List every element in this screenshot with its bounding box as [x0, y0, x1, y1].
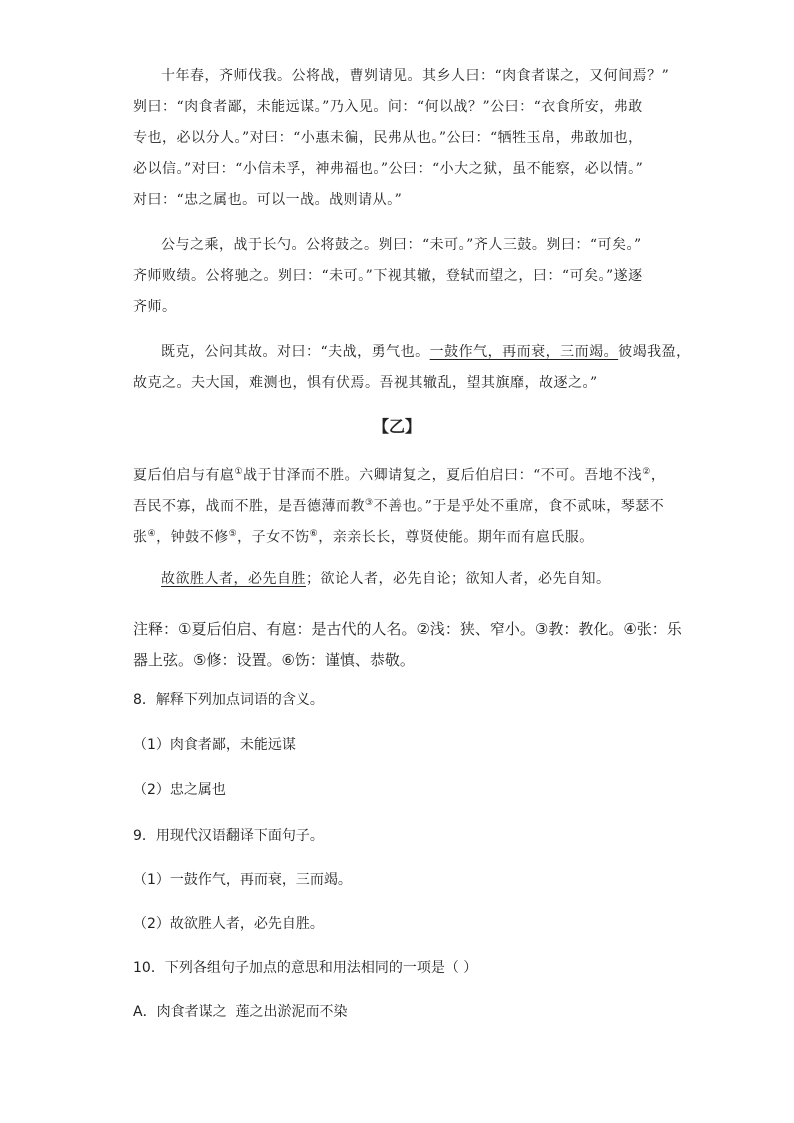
text-segment: 战于甘泽而不胜。六卿请复之，夏后伯启曰：“不可。吾地不浅 [243, 467, 643, 484]
footnote-marker: ⑤ [228, 529, 238, 539]
notes-line: 器上弦。⑤修：设置。⑥饬：谨慎、恭敬。 [133, 651, 415, 669]
question-10-option-a: A．肉食者谋之 莲之出淤泥而不染 [133, 1004, 348, 1020]
text-segment: ；欲论人者，必先自论；欲知人者，必先自知。 [306, 571, 611, 587]
text-line [133, 519, 673, 550]
footnote-marker: ⑥ [309, 529, 319, 539]
underlined-sentence: 故欲胜人者，必先自胜 [161, 571, 306, 587]
text-segment: 不善也。”于是乎处不重席，食不贰味，琴瑟不 [373, 498, 665, 515]
passage-yi-paragraph-2 [133, 564, 673, 595]
text-line: 齐师。 [133, 299, 177, 315]
footnote-marker: ④ [147, 529, 157, 539]
text-segment: ，子女不饬 [237, 529, 310, 546]
text-segment: ， [650, 467, 666, 484]
text-line: 必以信。”对曰：“小信未孚，神弗福也。”公曰：“小大之狱，虽不能察，必以情。” [133, 161, 644, 177]
question-9-item-1: （1）一鼓作气，再而衰，三而竭。 [133, 872, 352, 888]
passage-yi-paragraph-1 [133, 457, 673, 550]
question-8: 8．解释下列加点词语的含义。 [133, 692, 324, 708]
text-line: 故克之。夫大国，难测也，惧有伏焉。吾视其辙乱，望其旗靡，故逐之。” [133, 375, 598, 391]
text-line: 对曰：“忠之属也。可以一战。战则请从。” [133, 192, 403, 208]
text-segment: ，钟鼓不修 [156, 529, 229, 546]
annotation-notes [133, 614, 693, 676]
question-10: 10．下列各组句子加点的意思和用法相同的一项是（ ） [133, 960, 478, 976]
text-line: 刿曰：“肉食者鄙，未能远谋。”乃入见。问：“何以战？”公曰：“衣食所安，弗敢 [133, 99, 643, 115]
text-line [133, 488, 673, 519]
text-line: 齐师败绩。公将驰之。刿曰：“未可。”下视其辙，登轼而望之，曰：“可矣。”遂逐 [133, 268, 643, 284]
footnote-marker: ② [642, 467, 651, 477]
passage-jia-paragraph-2 [133, 230, 673, 323]
text-line [133, 337, 691, 368]
text-line: 专也，必以分人。”对曰：“小惠未徧，民弗从也。”公曰：“牺牲玉帛，弗敢加也， [133, 130, 643, 146]
footnote-marker: ③ [365, 498, 374, 508]
text-segment: 既克，公问其故。对曰：“夫战，勇气也。 [161, 344, 430, 360]
text-line [133, 564, 673, 595]
question-8-item-2: （2）忠之属也 [133, 782, 226, 798]
question-9: 9．用现代汉语翻译下面句子。 [133, 828, 324, 844]
footnote-marker: ① [234, 467, 244, 477]
text-segment: 夏后伯启与有扈 [133, 467, 235, 484]
underlined-sentence: 一鼓作气，再而衰，三而竭。 [429, 344, 619, 360]
passage-jia-paragraph-1 [133, 61, 673, 216]
text-segment: 吾民不寡，战而不胜，是吾德薄而教 [133, 498, 365, 515]
notes-line: 注释：①夏后伯启、有扈：是古代的人名。②浅：狭、窄小。③教：教化。④张：乐 [133, 620, 682, 638]
text-line: 公与之乘，战于长勺。公将鼓之。刿曰：“未可。”齐人三鼓。刿曰：“可矣。” [161, 237, 642, 253]
text-segment: ，亲亲长长，尊贤使能。期年而有扈氏服。 [318, 529, 594, 546]
text-segment: 彼竭我盈， [618, 344, 691, 360]
text-line [133, 457, 673, 488]
text-segment: 张 [133, 529, 148, 546]
text-line: 十年春，齐师伐我。公将战，曹刿请见。其乡人曰：“肉食者谋之，又何间焉？” [161, 68, 670, 84]
question-8-item-1: （1）肉食者鄙，未能远谋 [133, 737, 296, 753]
passage-jia-paragraph-3 [133, 337, 691, 399]
question-9-item-2: （2）故欲胜人者，必先自胜。 [133, 916, 324, 932]
section-heading-yi: 【乙】 [372, 417, 421, 436]
